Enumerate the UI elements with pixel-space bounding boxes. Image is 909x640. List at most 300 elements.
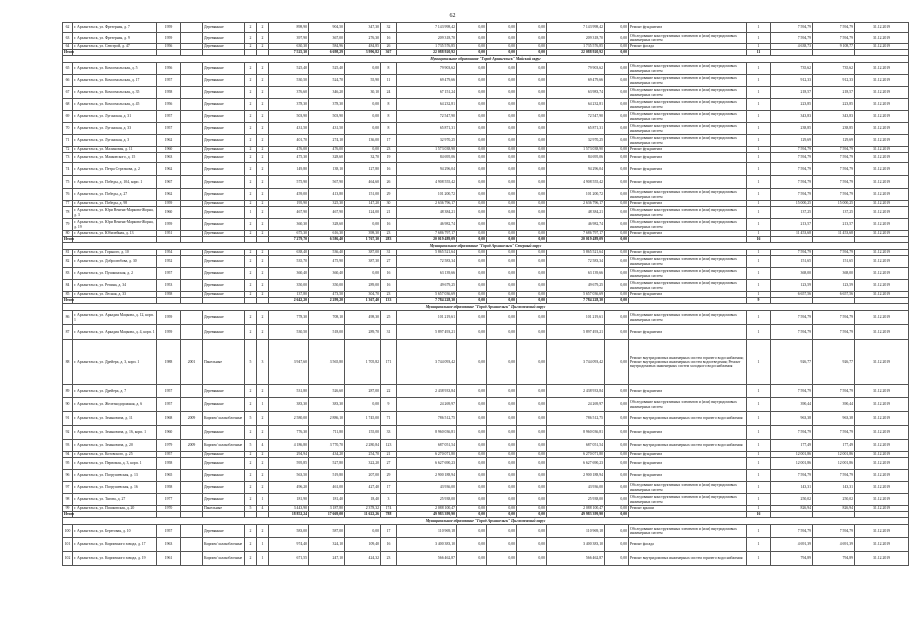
table-row [63, 111, 909, 123]
table-cell: Обследование конструктивных элементов и (или) внутридомовых инженерных систем [629, 207, 747, 219]
table-cell: 218,57 [813, 87, 855, 99]
table-cell: 31.12.2019 [855, 440, 909, 452]
table-cell: 7 594,79 [771, 470, 813, 482]
table-cell: 0,00 [457, 147, 487, 153]
table-cell: 467,90 [309, 207, 345, 219]
table-cell: 0,00 [487, 311, 517, 325]
table-cell: 0,00 [457, 111, 487, 123]
table-cell: 0,00 [517, 506, 547, 512]
table-cell: 101 [63, 538, 73, 552]
table-cell: 1958 [157, 482, 181, 494]
table-cell: 16 [747, 512, 771, 518]
table-cell: 46 982,74 [397, 219, 457, 231]
table-cell: 81 [63, 250, 73, 256]
table-cell: 137,25 [813, 207, 855, 219]
table-cell: 0,00 [345, 147, 381, 153]
table-cell: Ремонт крыши [629, 506, 747, 512]
table-cell: г. Архангельск, ул. Репина, д. 34 [73, 280, 157, 292]
table-cell: 0,00 [605, 111, 629, 123]
table-cell: 0,00 [457, 163, 487, 176]
table-cell: 67 [63, 87, 73, 99]
table-cell: г. Архангельск, ул. Погрушевская, д. 16 [73, 482, 157, 494]
table-cell: 0,00 [457, 237, 487, 243]
table-cell: 2 [245, 231, 257, 237]
table-cell: 0,00 [345, 99, 381, 111]
table-cell [181, 23, 203, 33]
table-cell: 0,00 [517, 153, 547, 163]
table-cell: 27 [381, 256, 397, 268]
table-cell: Деревянные [203, 201, 245, 207]
table-cell: 2 [245, 426, 257, 440]
table-cell: 0,00 [605, 398, 629, 412]
table-cell: 525,40 [269, 63, 309, 75]
table-cell: 8 [381, 111, 397, 123]
table-cell: 85 [63, 292, 73, 298]
table-cell: 31.12.2019 [855, 207, 909, 219]
table-cell: г. Архангельск, ул. Погрушевская, д. 13 [73, 470, 157, 482]
table-cell: 78 [63, 207, 73, 219]
table-cell: 181,90 [269, 494, 309, 506]
table-cell: 1957 [157, 123, 181, 135]
table-row [63, 63, 909, 75]
table-cell: 31.12.2019 [855, 552, 909, 566]
table-row [63, 470, 909, 482]
table-cell: 75 [63, 176, 73, 189]
table-cell: Ремонт фундамента [629, 163, 747, 176]
table-cell: 0,00 [457, 298, 487, 304]
table-cell: 0,00 [487, 494, 517, 506]
table-cell: 74 [63, 163, 73, 176]
table-cell: 1 [747, 63, 771, 75]
table-cell: 0,00 [487, 23, 517, 33]
table-cell: 7 594,79 [771, 23, 813, 33]
table-cell: 6 627 690,23 [397, 458, 457, 470]
table-cell: Деревянные [203, 163, 245, 176]
table-cell: 8 960 036,81 [397, 426, 457, 440]
table-cell: 1 [747, 147, 771, 153]
table-cell: 2 [257, 63, 269, 75]
table-cell: г. Архангельск, ул. Котовского, д. 25 [73, 452, 157, 458]
table-cell: 0,00 [487, 135, 517, 147]
table-cell: 378,30 [309, 99, 345, 111]
table-cell: 101 219,61 [547, 311, 605, 325]
table-cell: 0,00 [345, 111, 381, 123]
table-cell: 11 [747, 50, 771, 56]
table-cell: 7 594,79 [771, 385, 813, 398]
table-cell: 1963 [157, 538, 181, 552]
table-cell: Деревянные [203, 111, 245, 123]
table-cell: 0,00 [487, 153, 517, 163]
table-cell: 0,00 [345, 525, 381, 538]
table-cell: 1 [747, 268, 771, 280]
table-cell: г. Архангельск, ул. Зеньковича, д. 16, корп. 1 [73, 426, 157, 440]
table-cell: 1 [747, 426, 771, 440]
table-cell: 31.12.2019 [855, 525, 909, 538]
table-row [63, 482, 909, 494]
table-cell: 95 [63, 458, 73, 470]
table-cell: 6 586,40 [309, 237, 345, 243]
table-cell: 360,40 [309, 268, 345, 280]
table-cell: г. Архангельск, ул. Лесная, д. 33 [73, 292, 157, 298]
table-cell: 0,00 [517, 123, 547, 135]
table-cell: 276,30 [345, 33, 381, 44]
table-cell: 0,00 [457, 538, 487, 552]
table-cell: 0,00 [605, 237, 629, 243]
table-cell: 7 594,79 [813, 525, 855, 538]
table-cell: 3 770,70 [309, 440, 345, 452]
table-cell: 464,60 [345, 176, 381, 189]
table-cell: 2 [245, 482, 257, 494]
table-cell: г. Архангельск, ул. Тягова, д. 27 [73, 494, 157, 506]
table-cell: 6 270 071,80 [547, 452, 605, 458]
table-cell: 0,00 [457, 268, 487, 280]
table-cell: Деревянные [203, 23, 245, 33]
table-cell: 287,00 [345, 385, 381, 398]
table-cell: 531,80 [269, 385, 309, 398]
table-cell: Деревянные [203, 219, 245, 231]
table-cell: 2 [245, 44, 257, 50]
table-cell: 29 [381, 470, 397, 482]
table-cell: 18 852,24 [269, 512, 309, 518]
table-cell: 7 686 797,17 [547, 231, 605, 237]
table-cell: г. Архангельск, ул. Пушкинская, д. 2 [73, 268, 157, 280]
table-cell: 794,89 [771, 552, 813, 566]
table-cell: г. Архангельск, ул. Юри Венена-Маркова-Жорна, д. 19 [73, 219, 157, 231]
table-cell: 0,00 [487, 219, 517, 231]
table-cell: 62 [63, 23, 73, 33]
table-cell: 5 897 493,21 [547, 325, 605, 340]
table-cell: 0,00 [605, 412, 629, 426]
table-cell: 0,00 [517, 470, 547, 482]
table-cell: 0,00 [605, 123, 629, 135]
table-cell: 0,00 [605, 268, 629, 280]
table-cell: 1957 [157, 525, 181, 538]
table-cell: 289,00 [345, 280, 381, 292]
table-cell: 30,10 [345, 87, 381, 99]
table-cell: Деревянные [203, 525, 245, 538]
table-cell: 2 [257, 176, 269, 189]
table-cell: 7 594,79 [813, 311, 855, 325]
table-cell: 2 900 188,94 [547, 470, 605, 482]
section-title: Муниципальное образование "Город Архангельск" Цигломенский округ [63, 304, 909, 311]
table-cell: г. Архангельск, ул. Комсомольская, д. 45 [73, 99, 157, 111]
table-cell: 2 [257, 256, 269, 268]
table-cell: 2 [257, 201, 269, 207]
table-cell: 2 [257, 135, 269, 147]
table-cell: 31.12.2019 [855, 33, 909, 44]
table-cell: г. Архангельск, ул. Юри Венена-Маркова-Жорна, д. 3 [73, 207, 157, 219]
table-cell: 31.12.2019 [855, 311, 909, 325]
table-cell: 16 [381, 219, 397, 231]
table-cell: 3 744 093,42 [547, 340, 605, 385]
table-cell: 137,25 [771, 207, 813, 219]
table-cell: 238,85 [813, 123, 855, 135]
table-cell: 0,00 [457, 398, 487, 412]
table-row [63, 340, 909, 385]
registry-table-body [63, 23, 909, 566]
table-cell: 0,00 [517, 163, 547, 176]
table-cell: 2 900 188,94 [397, 470, 457, 482]
table-cell: г. Архангельск, ул. Пошковская, д. 20 [73, 506, 157, 512]
table-cell: 23 [381, 292, 397, 298]
table-cell: 254,70 [345, 452, 381, 458]
table-row [63, 412, 909, 426]
table-cell: 1 [747, 494, 771, 506]
table-cell: 1977 [157, 494, 181, 506]
table-cell: 898,90 [269, 23, 309, 33]
table-cell: 177,49 [813, 440, 855, 452]
table-cell: 0,00 [487, 470, 517, 482]
table-cell: 16 [747, 237, 771, 243]
table-cell: 0,00 [605, 458, 629, 470]
table-cell: 123,59 [813, 280, 855, 292]
table-cell: 0,00 [487, 512, 517, 518]
table-cell: Ремонт внутридомовых инженерных систем горячего водоснабжения [629, 412, 747, 426]
table-cell: 0,00 [457, 311, 487, 325]
table-cell: 94 296,04 [547, 163, 605, 176]
table-cell: 2 [257, 482, 269, 494]
table-cell: 2 [257, 219, 269, 231]
table-cell: 0,00 [605, 512, 629, 518]
table-cell: 2 [245, 452, 257, 458]
table-cell: 7 594,79 [771, 176, 813, 189]
table-cell: 0,00 [487, 99, 517, 111]
table-cell: г. Архангельск, ул. Комсомольская, д. 5 [73, 63, 157, 75]
table-cell: 32 [381, 23, 397, 33]
table-cell: 15 000,25 [813, 201, 855, 207]
table-cell: 7 594,79 [813, 147, 855, 153]
table-cell: 0,00 [517, 111, 547, 123]
table-cell: 0,00 [605, 147, 629, 153]
table-cell: 475,90 [309, 256, 345, 268]
table-cell: 31.12.2019 [855, 201, 909, 207]
table-cell: 1963 [157, 153, 181, 163]
table-cell: 0,00 [517, 440, 547, 452]
table-cell: Обследование конструктивных элементов и (или) внутридомовых инженерных систем [629, 311, 747, 325]
table-cell: 0,00 [487, 538, 517, 552]
table-cell: 2 [245, 325, 257, 340]
table-cell: 27 [381, 458, 397, 470]
table-cell: 9 108,77 [813, 44, 855, 50]
table-cell: 2 [257, 268, 269, 280]
table-cell: Ремонт фундамента [629, 231, 747, 237]
table-cell: 0,00 [517, 176, 547, 189]
table-cell: 0,00 [517, 280, 547, 292]
table-cell: 2 [257, 280, 269, 292]
table-cell: 434,20 [309, 452, 345, 458]
table-cell: 31 [381, 325, 397, 340]
table-cell: 31.12.2019 [855, 135, 909, 147]
table-cell [181, 63, 203, 75]
table-cell: 1962 [157, 163, 181, 176]
table-cell: 1961 [157, 552, 181, 566]
table-cell: 794,89 [813, 552, 855, 566]
table-cell: 0,00 [605, 33, 629, 44]
table-cell: 48 384,21 [397, 207, 457, 219]
section-row [63, 518, 909, 525]
table-cell: 1 735 576,85 [397, 44, 457, 50]
table-cell: 72 [63, 147, 73, 153]
table-cell: 4 908 555,42 [547, 176, 605, 189]
table-cell: Итого [64, 512, 75, 517]
table-cell: 1957 [157, 75, 181, 87]
table-cell: 1960 [157, 426, 181, 440]
table-cell: 0,00 [517, 87, 547, 99]
section-row [63, 304, 909, 311]
table-cell: 31.12.2019 [855, 280, 909, 292]
table-cell: г. Архангельск, ул. Аркадия Мацкова, д. 12, корп. 1 [73, 311, 157, 325]
table-cell: 0,00 [517, 512, 547, 518]
table-cell: 0,00 [517, 44, 547, 50]
table-cell: 0,00 [605, 23, 629, 33]
table-cell: 31.12.2019 [855, 250, 909, 256]
table-cell: 32 970,25 [547, 135, 605, 147]
table-cell: 0,00 [605, 153, 629, 163]
table-cell: 0,00 [517, 50, 547, 56]
table-cell: Деревянные [203, 452, 245, 458]
table-cell: Деревянные [203, 494, 245, 506]
table-cell: 496,20 [269, 482, 309, 494]
table-cell: 69 479,66 [547, 75, 605, 87]
table-cell: 2 438 933,84 [547, 385, 605, 398]
table-cell: 31.12.2019 [855, 385, 909, 398]
table-cell: 711,80 [309, 426, 345, 440]
table-cell: 525,40 [309, 63, 345, 75]
table-cell: г. Архангельск, ул. Маяковского, д. 15 [73, 153, 157, 163]
table-row [63, 207, 909, 219]
table-cell: 31.12.2019 [855, 256, 909, 268]
table-cell: 0,00 [605, 176, 629, 189]
table-cell: Деревянные [203, 153, 245, 163]
table-cell: 32,70 [345, 153, 381, 163]
table-cell: 7 594,79 [771, 147, 813, 153]
table-cell: 963,38 [771, 412, 813, 426]
table-cell: 0,00 [487, 50, 517, 56]
table-cell: 630,30 [269, 44, 309, 50]
table-cell: 155,00 [345, 426, 381, 440]
table-cell: 467,90 [269, 207, 309, 219]
table-cell: 247,10 [309, 552, 345, 566]
table-cell: 2 088 100,47 [397, 506, 457, 512]
table-cell: 788 [381, 512, 397, 518]
table-cell: 283 [381, 237, 397, 243]
table-cell [181, 75, 203, 87]
table-cell: 0,00 [605, 250, 629, 256]
table-row [63, 538, 909, 552]
table-cell: 31.12.2019 [855, 452, 909, 458]
table-cell: 1 767,30 [345, 237, 381, 243]
table-cell: 5 [245, 340, 257, 385]
table-cell: 8 [381, 123, 397, 135]
table-cell: 638,40 [269, 250, 309, 256]
table-cell: 68 [63, 99, 73, 111]
table-cell: 31.12.2019 [855, 412, 909, 426]
table-cell: 5 865 521,64 [547, 250, 605, 256]
table-cell: 79 903,62 [397, 63, 457, 75]
table-cell: Ремонт фундамента [629, 250, 747, 256]
table-cell: 4 908 555,42 [397, 176, 457, 189]
table-cell: 0,00 [517, 23, 547, 33]
table-cell: 0,00 [457, 50, 487, 56]
table-cell: 181,40 [309, 494, 345, 506]
table-cell: 1 [747, 75, 771, 87]
table-cell: 0,00 [345, 219, 381, 231]
table-cell: 15 000,25 [771, 201, 813, 207]
table-cell: 76 [63, 189, 73, 201]
table-cell: 143,31 [813, 482, 855, 494]
table-cell: 16 [381, 280, 397, 292]
table-cell: 0,00 [487, 176, 517, 189]
table-cell: г. Архангельск, ул. Малиновая, д. 11 [73, 147, 157, 153]
table-cell: 0,00 [605, 482, 629, 494]
table-cell: 0,00 [517, 385, 547, 398]
table-cell: 1956 [157, 63, 181, 75]
table-cell: 2 [245, 256, 257, 268]
table-cell: 0,00 [605, 99, 629, 111]
table-cell: 133 [381, 298, 397, 304]
table-cell: 2 [257, 385, 269, 398]
table-cell: 566 462,87 [547, 552, 605, 566]
table-cell: 64 232,81 [397, 99, 457, 111]
table-cell: 294,94 [269, 452, 309, 458]
table-cell: 2 [245, 123, 257, 135]
table-cell: 12 001,86 [813, 452, 855, 458]
table-cell: 2 [257, 250, 269, 256]
table-row [63, 311, 909, 325]
table-cell: 2 [245, 63, 257, 75]
table-cell: 776,30 [269, 426, 309, 440]
table-cell: 0,00 [517, 237, 547, 243]
table-cell: 72 583,34 [397, 256, 457, 268]
table-cell: 24 [381, 87, 397, 99]
table-row [63, 325, 909, 340]
table-cell: Ремонт фундамента [629, 147, 747, 153]
table-cell: 304,70 [345, 292, 381, 298]
table-cell: 31.12.2019 [855, 176, 909, 189]
table-cell: 0,00 [457, 201, 487, 207]
table-cell: 1 [747, 87, 771, 99]
table-cell: 1962 [157, 189, 181, 201]
table-cell: 1979 [157, 440, 181, 452]
table-cell: 3 443,90 [269, 506, 309, 512]
table-cell: 2 [257, 99, 269, 111]
table-cell: Обследование конструктивных элементов и (или) внутридомовых инженерных систем [629, 99, 747, 111]
table-cell: 0,00 [457, 231, 487, 237]
table-cell: 99 [63, 506, 73, 512]
table-cell: Деревянные [203, 398, 245, 412]
table-cell: 17 [381, 135, 397, 147]
table-cell: 209 318,70 [397, 33, 457, 44]
table-cell: 2 [245, 292, 257, 298]
table-cell: 7 594,79 [813, 325, 855, 340]
table-cell: 171 [381, 340, 397, 385]
table-cell: 0,00 [487, 458, 517, 470]
table-cell: 64 [63, 44, 73, 50]
table-cell: 2 [245, 135, 257, 147]
table-cell: Кирпич/ шлакоблочные [203, 552, 245, 566]
table-cell: 0,00 [487, 268, 517, 280]
table-cell: 17 669,00 [309, 512, 345, 518]
table-cell: 0,00 [605, 207, 629, 219]
table-cell: 0,00 [605, 163, 629, 176]
table-cell: 0,00 [457, 325, 487, 340]
table-cell: 31.12.2019 [855, 268, 909, 280]
table-cell: 2 [257, 525, 269, 538]
table-cell: 5 657 036,69 [547, 292, 605, 298]
table-cell: 473,50 [309, 292, 345, 298]
table-cell: Деревянные [203, 44, 245, 50]
table-cell: Ремонт фундамента [629, 325, 747, 340]
